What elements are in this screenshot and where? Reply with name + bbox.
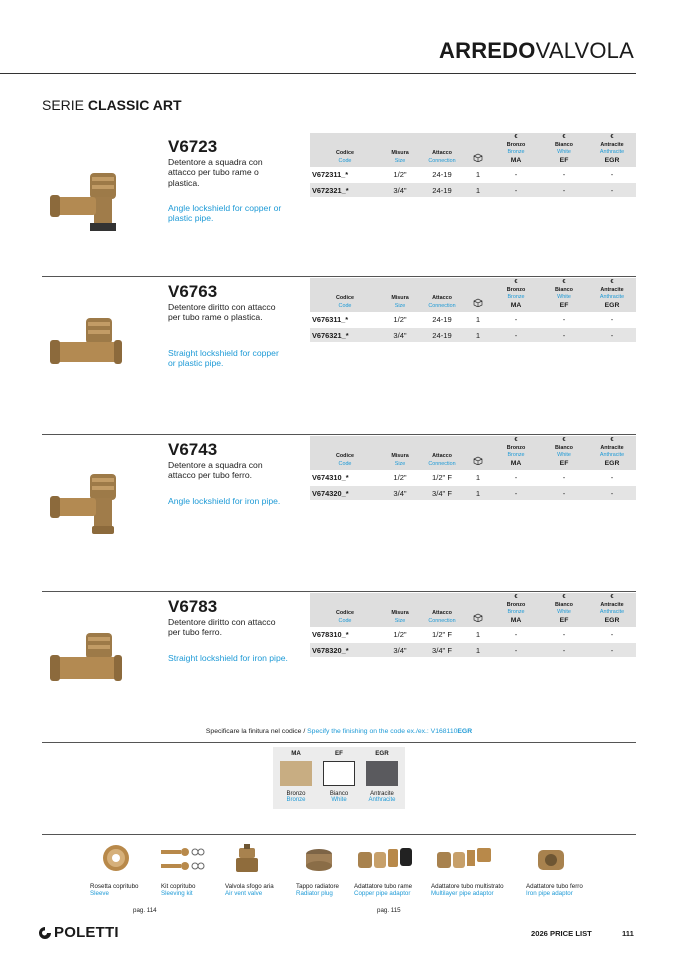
header-finish-egr xyxy=(588,278,636,312)
finish-note-it: Specificare la finitura nel codice / xyxy=(205,728,308,735)
currency-symbol: € xyxy=(610,437,614,443)
finish-header-en: White xyxy=(557,294,571,301)
price-ma-cell: - xyxy=(492,627,540,642)
size-cell: 1/2" xyxy=(380,167,420,182)
accessory-air-vent xyxy=(225,840,295,897)
package-qty-cell: 1 xyxy=(464,312,492,327)
finish-header-code: EGR xyxy=(604,301,620,309)
finish-header-en: White xyxy=(557,609,571,616)
header-finish-ma xyxy=(492,436,540,470)
valve-product-image xyxy=(48,470,124,540)
finish-header-code: MA xyxy=(510,459,522,467)
article-code: V672321_* xyxy=(310,182,380,197)
accessory-label-it: Rosetta copritubo xyxy=(90,883,139,890)
finish-header-it: Bronzo xyxy=(506,444,526,451)
accessory-iron-adaptor xyxy=(526,840,596,897)
header-label-it: Misura xyxy=(391,295,409,302)
page-brand-title xyxy=(439,38,634,64)
table-header-row xyxy=(310,133,636,167)
finish-header-it: Antracite xyxy=(600,444,624,451)
connection-cell: 24-19 xyxy=(420,327,464,342)
air-vent-icon xyxy=(225,840,295,880)
page-reference: pag. 115 xyxy=(377,907,401,914)
package-box-icon xyxy=(473,158,483,164)
header-connection xyxy=(420,593,464,627)
size-cell: 3/4" xyxy=(380,327,420,342)
header-package xyxy=(464,436,492,470)
connection-cell: 24-19 xyxy=(420,182,464,197)
currency-symbol: € xyxy=(514,437,518,443)
table-row xyxy=(310,182,636,197)
valve-product-image xyxy=(48,167,124,237)
accessories-divider xyxy=(42,834,636,835)
accessory-label-it: Kit copritubo xyxy=(161,883,196,890)
article-code: V674310_* xyxy=(310,470,380,485)
header-label-it: Misura xyxy=(391,453,409,460)
finish-header-it: Bianco xyxy=(555,141,573,148)
finish-header-it: Bronzo xyxy=(506,286,526,293)
currency-symbol: € xyxy=(610,134,614,140)
header-finish-ma xyxy=(492,278,540,312)
finish-header-code: EGR xyxy=(604,459,620,467)
bronze-swatch xyxy=(280,761,312,786)
accessory-multilayer-adaptor xyxy=(431,840,504,897)
header-label-en: Size xyxy=(394,302,406,309)
poletti-logo-icon xyxy=(38,926,52,940)
finish-header-it: Bronzo xyxy=(506,601,526,608)
finish-header-it: Bianco xyxy=(555,286,573,293)
currency-symbol: € xyxy=(562,279,566,285)
header-label-en: Code xyxy=(338,302,352,309)
header-finish-ef xyxy=(540,436,588,470)
price-egr-cell: - xyxy=(588,312,636,327)
header-finish-egr xyxy=(588,593,636,627)
product-description-it: Detentore diritto con attacco per tubo rame o plastica. xyxy=(168,302,276,323)
package-qty-cell: 1 xyxy=(464,167,492,182)
price-ma-cell: - xyxy=(492,642,540,657)
product-description-it: Detentore diritto con attacco per tubo ferro. xyxy=(168,617,276,638)
table-row xyxy=(310,470,636,485)
brand-title-light: VALVOLA xyxy=(535,38,634,63)
price-ef-cell: - xyxy=(540,167,588,182)
finish-header-code: EF xyxy=(559,301,569,309)
finish-header-en: Anthracite xyxy=(599,294,625,301)
valve-product-image xyxy=(48,312,124,382)
product-code: V6743 xyxy=(168,440,218,459)
header-label-it: Attacco xyxy=(432,610,452,617)
header-label-it: Codice xyxy=(336,453,354,460)
accessory-sleeving-kit xyxy=(161,840,231,897)
product-description-en: Angle lockshield for copper or plastic pipe. xyxy=(168,203,282,224)
price-ma-cell: - xyxy=(492,327,540,342)
finish-header-en: Bronze xyxy=(507,149,525,156)
accessory-label-en: Radiator plug xyxy=(296,890,333,897)
package-box-icon xyxy=(473,461,483,467)
price-ma-cell: - xyxy=(492,470,540,485)
table-row xyxy=(310,642,636,657)
article-code: V678320_* xyxy=(310,642,380,657)
product-description-en: Angle lockshield for iron pipe. xyxy=(168,496,281,506)
header-finish-ma xyxy=(492,593,540,627)
finish-header-code: EGR xyxy=(604,616,620,624)
currency-symbol: € xyxy=(562,594,566,600)
currency-symbol: € xyxy=(610,594,614,600)
finish-header-en: Bronze xyxy=(507,609,525,616)
connection-cell: 1/2" F xyxy=(420,470,464,485)
package-box-icon xyxy=(473,618,483,624)
header-label-it: Codice xyxy=(336,295,354,302)
product-code: V6783 xyxy=(168,597,218,616)
package-qty-cell: 1 xyxy=(464,327,492,342)
header-label-it: Misura xyxy=(391,610,409,617)
header-code xyxy=(310,436,380,470)
product-description-it: Detentore a squadra con attacco per tubo ferro. xyxy=(168,460,263,481)
size-cell: 3/4" xyxy=(380,485,420,500)
price-ma-cell: - xyxy=(492,182,540,197)
anthracite-swatch xyxy=(366,761,398,786)
product-section-v6743 xyxy=(42,434,636,584)
currency-symbol: € xyxy=(514,279,518,285)
size-cell: 3/4" xyxy=(380,642,420,657)
product-table xyxy=(310,278,636,342)
header-finish-ef xyxy=(540,133,588,167)
series-name: CLASSIC ART xyxy=(87,97,182,113)
header-package xyxy=(464,593,492,627)
header-code xyxy=(310,133,380,167)
finish-header-code: EF xyxy=(559,459,569,467)
finish-name-en: Bronze xyxy=(286,797,306,803)
accessory-label-it: Tappo radiatore xyxy=(296,883,339,890)
connection-cell: 1/2" F xyxy=(420,627,464,642)
article-code: V678310_* xyxy=(310,627,380,642)
footer-brand: POLETTI xyxy=(54,924,119,941)
section-divider xyxy=(42,742,636,743)
header-label-it: Attacco xyxy=(432,295,452,302)
product-table xyxy=(310,436,636,500)
accessory-label-it: Valvola sfogo aria xyxy=(225,883,274,890)
series-title xyxy=(42,97,182,113)
header-connection xyxy=(420,133,464,167)
finish-header-en: Anthracite xyxy=(599,452,625,459)
currency-symbol: € xyxy=(610,279,614,285)
price-egr-cell: - xyxy=(588,167,636,182)
header-label-en: Connection xyxy=(428,460,456,467)
table-header-row xyxy=(310,593,636,627)
product-section-v6763 xyxy=(42,276,636,426)
table-header-row xyxy=(310,436,636,470)
finishes-legend xyxy=(273,747,405,809)
finish-note-suffix: EGR xyxy=(457,728,473,735)
header-finish-ma xyxy=(492,133,540,167)
page-number: 111 xyxy=(622,929,634,938)
finish-swatch-ef xyxy=(316,750,362,803)
price-egr-cell: - xyxy=(588,627,636,642)
accessory-sleeve xyxy=(90,840,160,897)
finish-header-it: Antracite xyxy=(600,286,624,293)
header-size xyxy=(380,278,420,312)
package-box-icon xyxy=(473,303,483,309)
price-ef-cell: - xyxy=(540,642,588,657)
currency-symbol: € xyxy=(514,594,518,600)
accessory-label-en: Sleeving kit xyxy=(161,890,193,897)
table-row xyxy=(310,327,636,342)
accessory-label-en: Air vent valve xyxy=(225,890,263,897)
section-divider xyxy=(42,591,636,592)
header-finish-ef xyxy=(540,593,588,627)
finish-code: EF xyxy=(335,750,343,757)
price-egr-cell: - xyxy=(588,327,636,342)
product-table xyxy=(310,593,636,657)
size-cell: 1/2" xyxy=(380,470,420,485)
price-egr-cell: - xyxy=(588,485,636,500)
table-row xyxy=(310,167,636,182)
package-qty-cell: 1 xyxy=(464,485,492,500)
finish-header-code: MA xyxy=(510,156,522,164)
currency-symbol: € xyxy=(514,134,518,140)
accessory-label-it: Adattatore tubo ferro xyxy=(526,883,583,890)
finish-swatch-ma xyxy=(273,750,319,803)
finish-header-code: MA xyxy=(510,616,522,624)
header-label-en: Code xyxy=(338,157,352,164)
header-code xyxy=(310,593,380,627)
article-code: V676321_* xyxy=(310,327,380,342)
header-size xyxy=(380,133,420,167)
size-cell: 3/4" xyxy=(380,182,420,197)
connection-cell: 24-19 xyxy=(420,312,464,327)
header-code xyxy=(310,278,380,312)
finish-header-it: Antracite xyxy=(600,141,624,148)
header-label-it: Attacco xyxy=(432,150,452,157)
accessory-label-en: Sleeve xyxy=(90,890,109,897)
accessory-label-en: Iron pipe adaptor xyxy=(526,890,573,897)
finish-header-en: Bronze xyxy=(507,294,525,301)
white-swatch xyxy=(323,761,355,786)
product-table xyxy=(310,133,636,197)
accessory-label-it: Adattatore tubo rame xyxy=(354,883,413,890)
connection-cell: 3/4" F xyxy=(420,642,464,657)
series-prefix: SERIE xyxy=(42,97,88,113)
copper-adaptor-icon xyxy=(354,840,424,880)
finish-header-en: White xyxy=(557,452,571,459)
header-package xyxy=(464,278,492,312)
product-description-en: Straight lockshield for copper or plastic pipe. xyxy=(168,348,279,369)
header-label-it: Attacco xyxy=(432,453,452,460)
currency-symbol: € xyxy=(562,134,566,140)
accessory-copper-adaptor xyxy=(354,840,424,897)
brand-title-bold: ARREDO xyxy=(439,38,536,63)
price-ma-cell: - xyxy=(492,167,540,182)
package-qty-cell: 1 xyxy=(464,182,492,197)
header-label-en: Size xyxy=(394,617,406,624)
price-egr-cell: - xyxy=(588,642,636,657)
header-label-it: Codice xyxy=(336,150,354,157)
finish-header-it: Bronzo xyxy=(506,141,526,148)
price-ma-cell: - xyxy=(492,312,540,327)
header-finish-egr xyxy=(588,133,636,167)
finish-name-it: Bronzo xyxy=(286,791,306,797)
table-row xyxy=(310,312,636,327)
header-label-en: Code xyxy=(338,460,352,467)
header-connection xyxy=(420,278,464,312)
finish-header-code: MA xyxy=(510,301,522,309)
finish-name-it: Antracite xyxy=(370,791,394,797)
finish-code: EGR xyxy=(375,750,389,757)
size-cell: 1/2" xyxy=(380,627,420,642)
article-code: V672311_* xyxy=(310,167,380,182)
header-label-en: Size xyxy=(394,157,406,164)
product-code: V6723 xyxy=(168,137,218,156)
header-connection xyxy=(420,436,464,470)
price-ef-cell: - xyxy=(540,312,588,327)
finish-note xyxy=(0,728,678,735)
product-code: V6763 xyxy=(168,282,218,301)
finish-name-en: White xyxy=(331,797,347,803)
finish-header-code: EGR xyxy=(604,156,620,164)
price-ef-cell: - xyxy=(540,470,588,485)
finish-header-it: Bianco xyxy=(555,444,573,451)
header-size xyxy=(380,593,420,627)
finish-note-en: Specify the finishing on the code ex./ex.: V168110 xyxy=(307,728,458,735)
footer-logo xyxy=(38,924,119,941)
package-qty-cell: 1 xyxy=(464,627,492,642)
package-qty-cell: 1 xyxy=(464,470,492,485)
finish-header-en: Anthracite xyxy=(599,609,625,616)
product-description-en: Straight lockshield for iron pipe. xyxy=(168,653,288,663)
price-ef-cell: - xyxy=(540,182,588,197)
header-label-it: Codice xyxy=(336,610,354,617)
header-finish-egr xyxy=(588,436,636,470)
multilayer-adaptor-icon xyxy=(431,840,501,880)
header-label-it: Misura xyxy=(391,150,409,157)
header-label-en: Connection xyxy=(428,157,456,164)
price-ef-cell: - xyxy=(540,485,588,500)
accessory-label-it: Adattatore tubo multistrato xyxy=(431,883,504,890)
price-ef-cell: - xyxy=(540,327,588,342)
connection-cell: 24-19 xyxy=(420,167,464,182)
article-code: V674320_* xyxy=(310,485,380,500)
table-row xyxy=(310,627,636,642)
finish-code: MA xyxy=(291,750,301,757)
sleeve-icon xyxy=(90,840,160,880)
product-description-it: Detentore a squadra con attacco per tubo rame o plastica. xyxy=(168,157,263,188)
section-divider xyxy=(42,434,636,435)
accessory-label-en: Multilayer pipe adaptor xyxy=(431,890,494,897)
header-label-en: Connection xyxy=(428,302,456,309)
section-divider xyxy=(42,276,636,277)
header-label-en: Size xyxy=(394,460,406,467)
price-ef-cell: - xyxy=(540,627,588,642)
finish-name-en: Anthracite xyxy=(368,797,396,803)
finish-header-code: EF xyxy=(559,156,569,164)
finish-header-code: EF xyxy=(559,616,569,624)
package-qty-cell: 1 xyxy=(464,642,492,657)
finish-header-en: Bronze xyxy=(507,452,525,459)
valve-product-image xyxy=(48,627,124,697)
page-reference: pag. 114 xyxy=(133,907,157,914)
product-section-v6783 xyxy=(42,591,636,741)
finish-swatch-egr xyxy=(359,750,405,803)
price-egr-cell: - xyxy=(588,182,636,197)
header-size xyxy=(380,436,420,470)
finish-header-it: Antracite xyxy=(600,601,624,608)
table-header-row xyxy=(310,278,636,312)
finish-header-en: White xyxy=(557,149,571,156)
finish-header-en: Anthracite xyxy=(599,149,625,156)
finish-header-it: Bianco xyxy=(555,601,573,608)
header-divider xyxy=(0,73,636,74)
currency-symbol: € xyxy=(562,437,566,443)
header-package xyxy=(464,133,492,167)
product-section-v6723 xyxy=(42,131,636,281)
table-row xyxy=(310,485,636,500)
finish-name-it: Bianco xyxy=(329,791,349,797)
iron-adaptor-icon xyxy=(526,840,596,880)
header-label-en: Connection xyxy=(428,617,456,624)
price-egr-cell: - xyxy=(588,470,636,485)
article-code: V676311_* xyxy=(310,312,380,327)
accessory-label-en: Copper pipe adaptor xyxy=(354,890,411,897)
header-label-en: Code xyxy=(338,617,352,624)
connection-cell: 3/4" F xyxy=(420,485,464,500)
header-finish-ef xyxy=(540,278,588,312)
price-ma-cell: - xyxy=(492,485,540,500)
price-list-label: 2026 PRICE LIST xyxy=(531,929,592,938)
size-cell: 1/2" xyxy=(380,312,420,327)
sleeving-kit-icon xyxy=(161,840,231,880)
